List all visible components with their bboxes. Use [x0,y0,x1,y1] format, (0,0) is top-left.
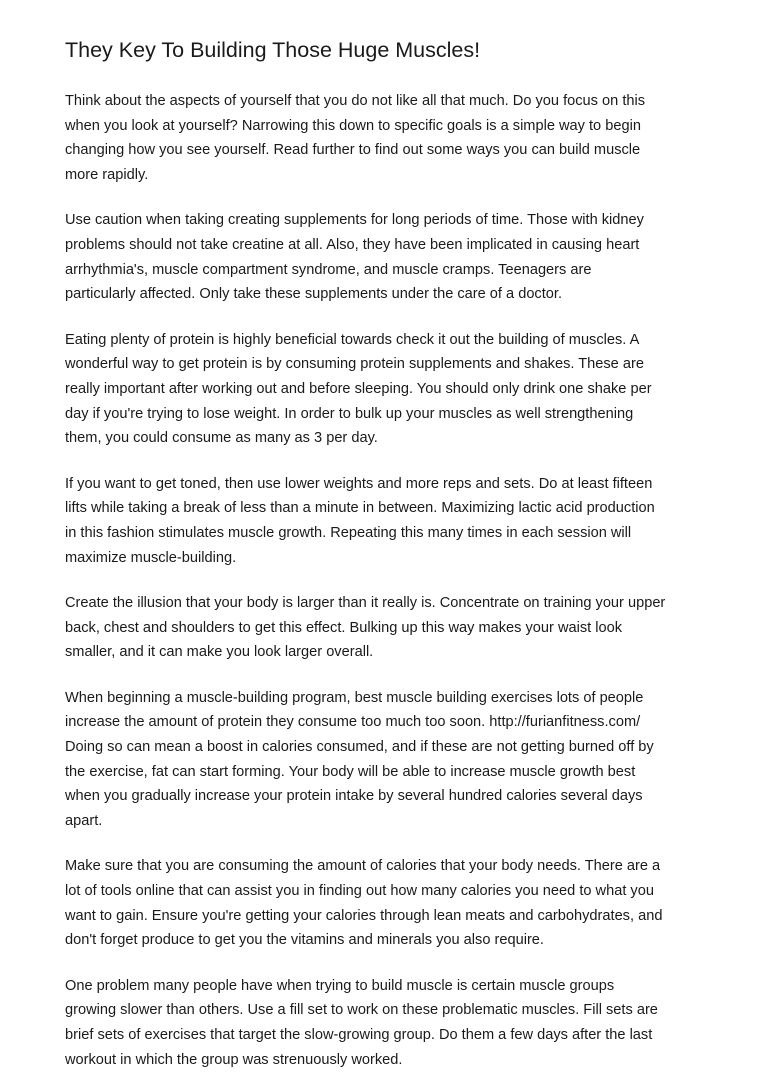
paragraph-1 [65,89,718,187]
paragraph-line: changing how you see yourself. Read further to find out some ways you can build muscle [65,142,641,159]
paragraph-line: growing slower than others. Use a fill set to work on these problematic muscles. Fill sets are [65,1002,658,1019]
paragraph-line: wonderful way to get protein is by consuming protein supplements and shakes. These are [65,356,644,373]
paragraph-line: them, you could consume as many as 3 per day. [65,430,378,447]
paragraph-line: when you gradually increase your protein intake by several hundred calories several days [65,788,643,805]
paragraph-line: Think about the aspects of yourself that you do not like all that much. Do you focus on this [65,93,646,109]
paragraph-line: Make sure that you are consuming the amount of calories that your body needs. There are a [65,858,661,875]
paragraph-3 [65,328,718,451]
paragraph-line: want to gain. Ensure you're getting your calories through lean meats and carbohydrates, and [65,907,663,924]
paragraph-line: apart. [65,812,103,829]
page-title: They Key To Building Those Huge Muscles! [65,38,481,62]
paragraph-2 [65,208,718,306]
paragraph-line: Create the illusion that your body is larger than it really is. Concentrate on training your upper [65,595,666,612]
paragraph-line: increase the amount of protein they consume too much too soon. http://furianfitness.com/ [65,714,641,731]
paragraph-line: don't forget produce to get you the vitamins and minerals you also require. [65,932,544,949]
paragraph-line: arrhythmia's, muscle compartment syndrome, and muscle cramps. Teenagers are [65,261,592,278]
paragraph-line: when you look at yourself? Narrowing this down to specific goals is a simple way to begin [65,117,641,134]
paragraph-line: really important after working out and before sleeping. You should only drink one shake per [65,380,652,397]
paragraph-line: more rapidly. [65,166,149,183]
paragraph-line: maximize muscle-building. [65,549,237,566]
paragraph-5 [65,591,718,665]
paragraph-line: brief sets of exercises that target the slow-growing group. Do them a few days after the last [65,1027,653,1043]
paragraph-line: day if you're trying to lose weight. In order to bulk up your muscles as well strengthening [65,405,634,422]
paragraph-7 [65,854,718,952]
paragraph-line: back, chest and shoulders to get this effect. Bulking up this way makes your waist look [65,619,623,636]
paragraph-line: Doing so can mean a boost in calories consumed, and if these are not getting burned off by [65,739,654,756]
paragraph-line: smaller, and it can make you look larger overall. [65,644,374,661]
paragraph-line: workout in which the group was strenuously worked. [65,1051,403,1068]
paragraph-line: lifts while taking a break of less than a minute in between. Maximizing lactic acid production [65,500,655,517]
paragraph-line: One problem many people have when trying to build muscle is certain muscle groups [65,977,615,994]
paragraph-line: When beginning a muscle-building program, best muscle building exercises lots of people [65,689,644,706]
paragraph-line: particularly affected. Only take these supplements under the care of a doctor. [65,286,563,303]
paragraph-line: lot of tools online that can assist you in finding out how many calories you need to what you [65,883,654,900]
paragraph-line: problems should not take creatine at all. Also, they have been implicated in causing heart [65,236,640,253]
paragraph-line: Use caution when taking creating supplements for long periods of time. Those with kidney [65,212,644,229]
paragraph-4 [65,472,718,570]
paragraph-line: If you want to get toned, then use lower weights and more reps and sets. Do at least fifteen [65,475,653,492]
paragraph-line: Eating plenty of protein is highly beneficial towards check it out the building of muscles. A [65,331,640,348]
paragraph-line: in this fashion stimulates muscle growth. Repeating this many times in each session will [65,524,632,541]
paragraph-line: the exercise, fat can start forming. Your body will be able to increase muscle growth best [65,763,636,780]
paragraph-6 [65,686,718,834]
paragraph-8 [65,974,718,1072]
